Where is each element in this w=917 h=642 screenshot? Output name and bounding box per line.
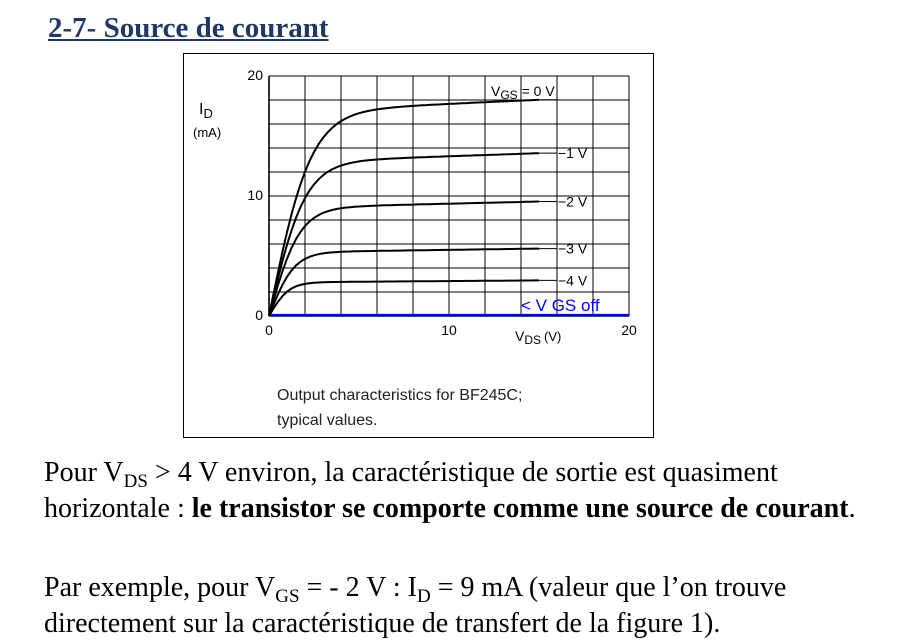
curve-series-4 <box>269 280 539 316</box>
y-axis-label: $I_D$ <box>199 101 213 121</box>
figure-caption-line2: typical values. <box>277 412 378 429</box>
y-tick-label: 20 <box>247 67 263 83</box>
vgs-off-label: < V GS off <box>521 296 600 315</box>
chart-svg <box>184 54 655 439</box>
series-label: −3 V <box>558 240 588 257</box>
section-heading: 2-7- Source de courant <box>48 12 329 44</box>
y-tick-label: 0 <box>255 307 263 323</box>
paragraph-example: Par exemple, pour $V_{GS}$ = - 2 V : $I_D = 9$ mA (valeur que l’on trouve directement sur la caractéristique de transfert de la figure 1). <box>44 572 787 639</box>
paragraph-current-source: Pour $V_{DS} > 4$ V environ, la caractéristique de sortie est quasiment horizontale : le transistor se comporte comme une source de courant. <box>44 457 856 524</box>
series-label: −2 V <box>558 193 588 210</box>
x-tick-label: 0 <box>265 322 273 338</box>
y-tick-label: 10 <box>247 187 263 203</box>
x-tick-label: 20 <box>621 322 637 338</box>
chart-labels <box>247 67 637 338</box>
figure-output-characteristics <box>183 53 654 438</box>
series-label: −4 V <box>558 272 588 289</box>
figure-caption-line1: Output characteristics for BF245C; <box>277 387 523 404</box>
series-label: VGS = 0 V <box>491 82 555 102</box>
series-label: −1 V <box>558 145 588 162</box>
x-tick-label: 10 <box>441 322 457 338</box>
x-axis-label: VDS (V) <box>515 328 562 347</box>
y-axis-unit: (mA) <box>193 125 222 140</box>
curve-series-2 <box>269 202 539 317</box>
